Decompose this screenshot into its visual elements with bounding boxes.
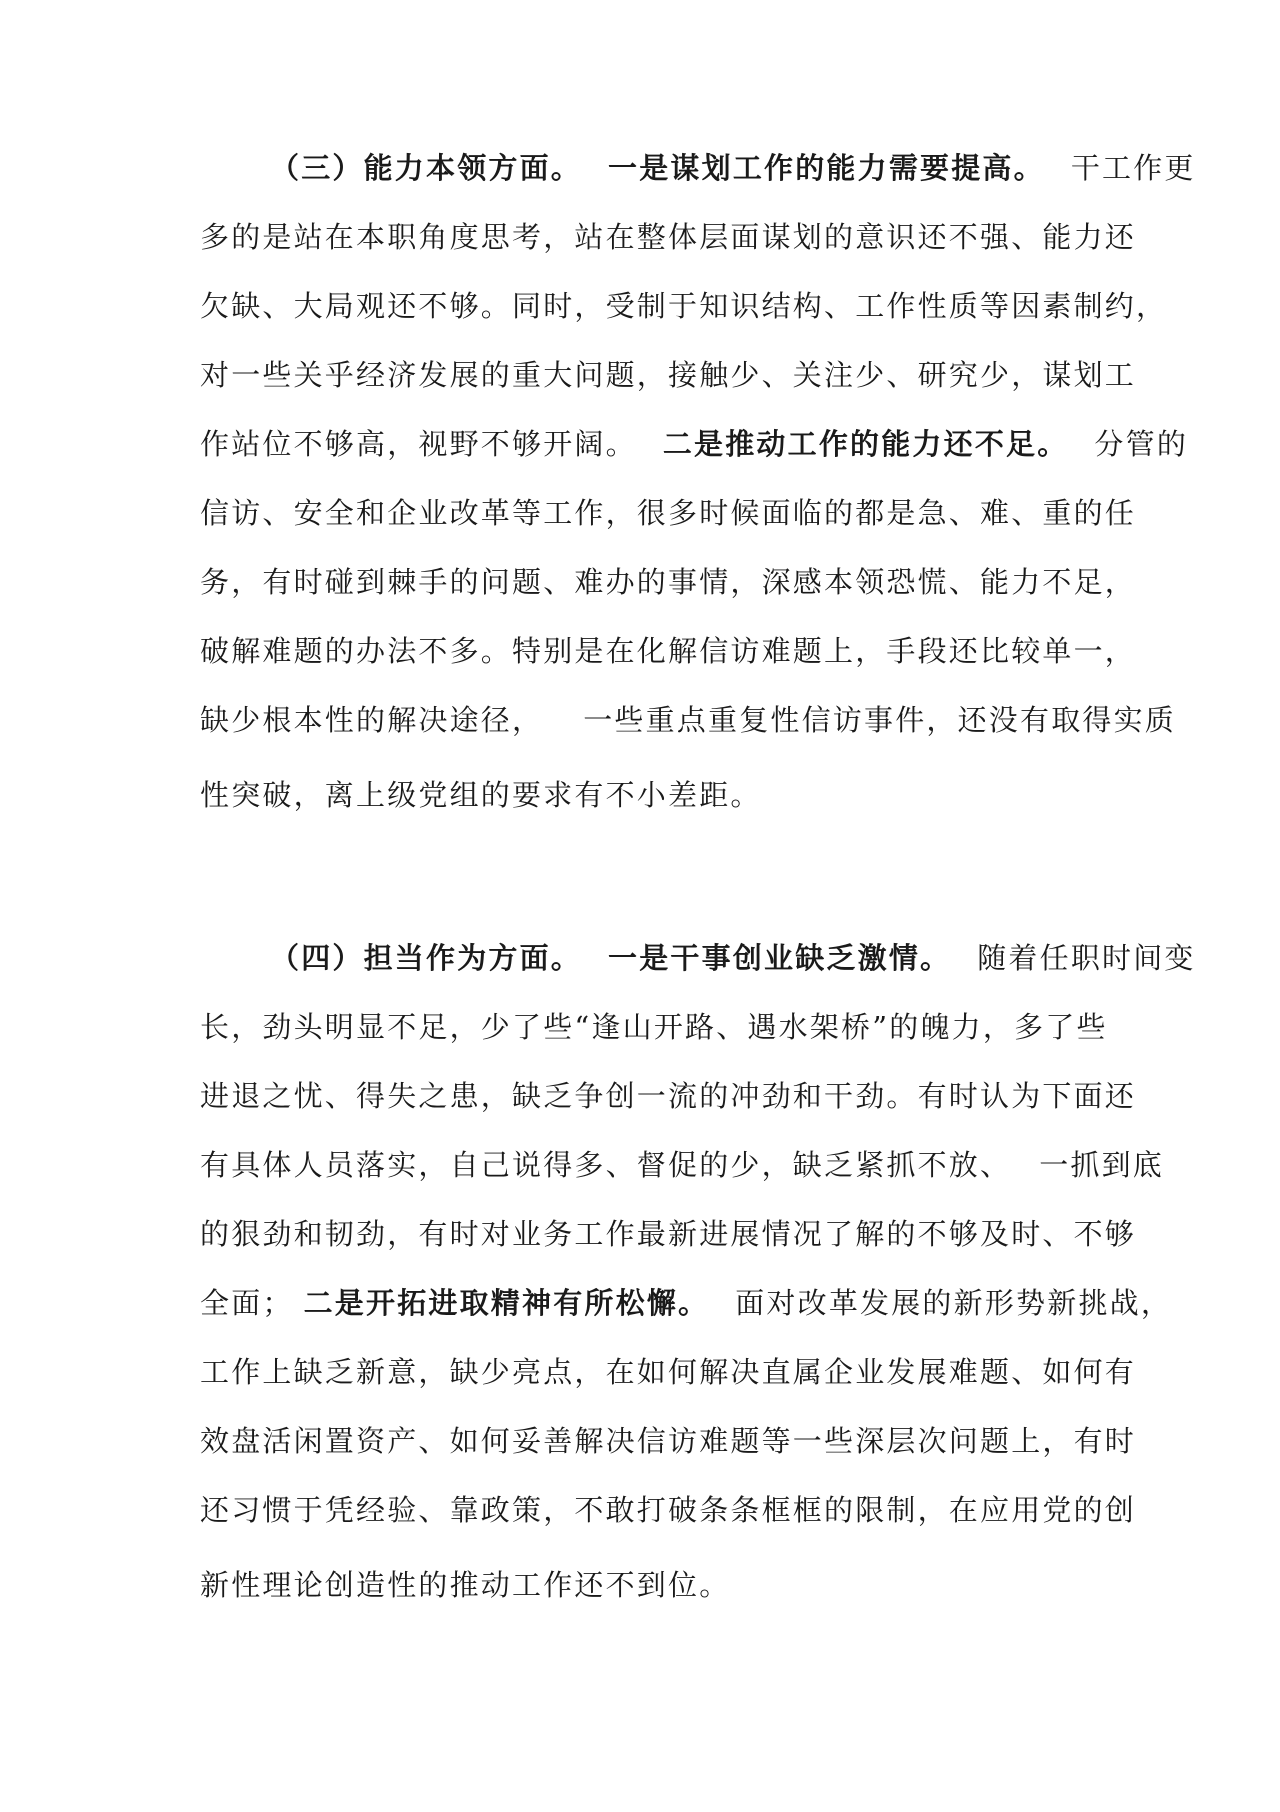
section4-point1: 一是干事创业缺乏激情。 — [608, 941, 952, 975]
section3-line-5 — [200, 424, 1189, 464]
section3-line1-tail: 干工作更 — [1070, 151, 1196, 185]
section4-line-10: 新性理论创造性的推动工作还不到位。 — [200, 1568, 731, 1602]
section3-line9-a: 缺少根本性的解决途径， — [200, 703, 544, 737]
section3-line9-b: 一些重点重复性信访事件，还没有取得实质 — [583, 703, 1177, 737]
section3-heading: （三）能力本领方面。 — [270, 151, 583, 185]
section3-line-6: 信访、安全和企业改革等工作，很多时候面临的都是急、难、重的任 — [200, 496, 1137, 530]
section4-line-6 — [200, 1283, 1173, 1323]
section4-line4-b: 一抓到底 — [1039, 1148, 1165, 1182]
section4-heading: （四）担当作为方面。 — [270, 941, 583, 975]
section3-point2: 二是推动工作的能力还不足。 — [662, 427, 1069, 461]
section4-line-4 — [200, 1145, 1165, 1185]
section4-line-5: 的狠劲和韧劲，有时对业务工作最新进展情况了解的不够及时、不够 — [200, 1217, 1137, 1251]
section3-line-10: 性突破，离上级党组的要求有不小差距。 — [200, 778, 762, 812]
section3-line-2: 多的是站在本职角度思考，站在整体层面谋划的意识还不强、能力还 — [200, 220, 1137, 254]
section3-line-3: 欠缺、大局观还不够。同时，受制于知识结构、工作性质等因素制约， — [200, 289, 1168, 323]
section4-line-3: 进退之忧、得失之患，缺乏争创一流的冲劲和干劲。有时认为下面还 — [200, 1079, 1137, 1113]
section3-point1: 一是谋划工作的能力需要提高。 — [608, 151, 1045, 185]
section3-line-8: 破解难题的办法不多。特别是在化解信访难题上，手段还比较单一， — [200, 634, 1137, 668]
section3-line5-tail: 分管的 — [1094, 427, 1189, 461]
section4-line6-tail: 面对改革发展的新形势新挑战， — [735, 1286, 1173, 1320]
section4-line-1 — [270, 938, 1196, 978]
section4-line-8: 效盘活闲置资产、如何妥善解决信访难题等一些深层次问题上，有时 — [200, 1424, 1137, 1458]
section4-line1-tail: 随着任职时间变 — [977, 941, 1196, 975]
section3-line-7: 务，有时碰到棘手的问题、难办的事情，深感本领恐慌、能力不足， — [200, 565, 1137, 599]
section3-line-4: 对一些关乎经济发展的重大问题，接触少、关注少、研究少，谋划工 — [200, 358, 1137, 392]
section3-line-1 — [270, 148, 1196, 188]
section4-line-9: 还习惯于凭经验、靠政策，不敢打破条条框框的限制，在应用党的创 — [200, 1493, 1137, 1527]
section4-line6-head: 全面； — [200, 1286, 294, 1320]
section3-line5-head: 作站位不够高，视野不够开阔。 — [200, 427, 637, 461]
section3-line-9 — [200, 700, 1177, 740]
section4-line-7: 工作上缺乏新意，缺少亮点，在如何解决直属企业发展难题、如何有 — [200, 1355, 1137, 1389]
section4-line-2: 长，劲头明显不足，少了些“逢山开路、遇水架桥”的魄力，多了些 — [200, 1010, 1108, 1044]
section4-line4-a: 有具体人员落实，自己说得多、督促的少，缺乏紧抓不放、 — [200, 1148, 1012, 1182]
section4-point2: 二是开拓进取精神有所松懈。 — [303, 1286, 710, 1320]
